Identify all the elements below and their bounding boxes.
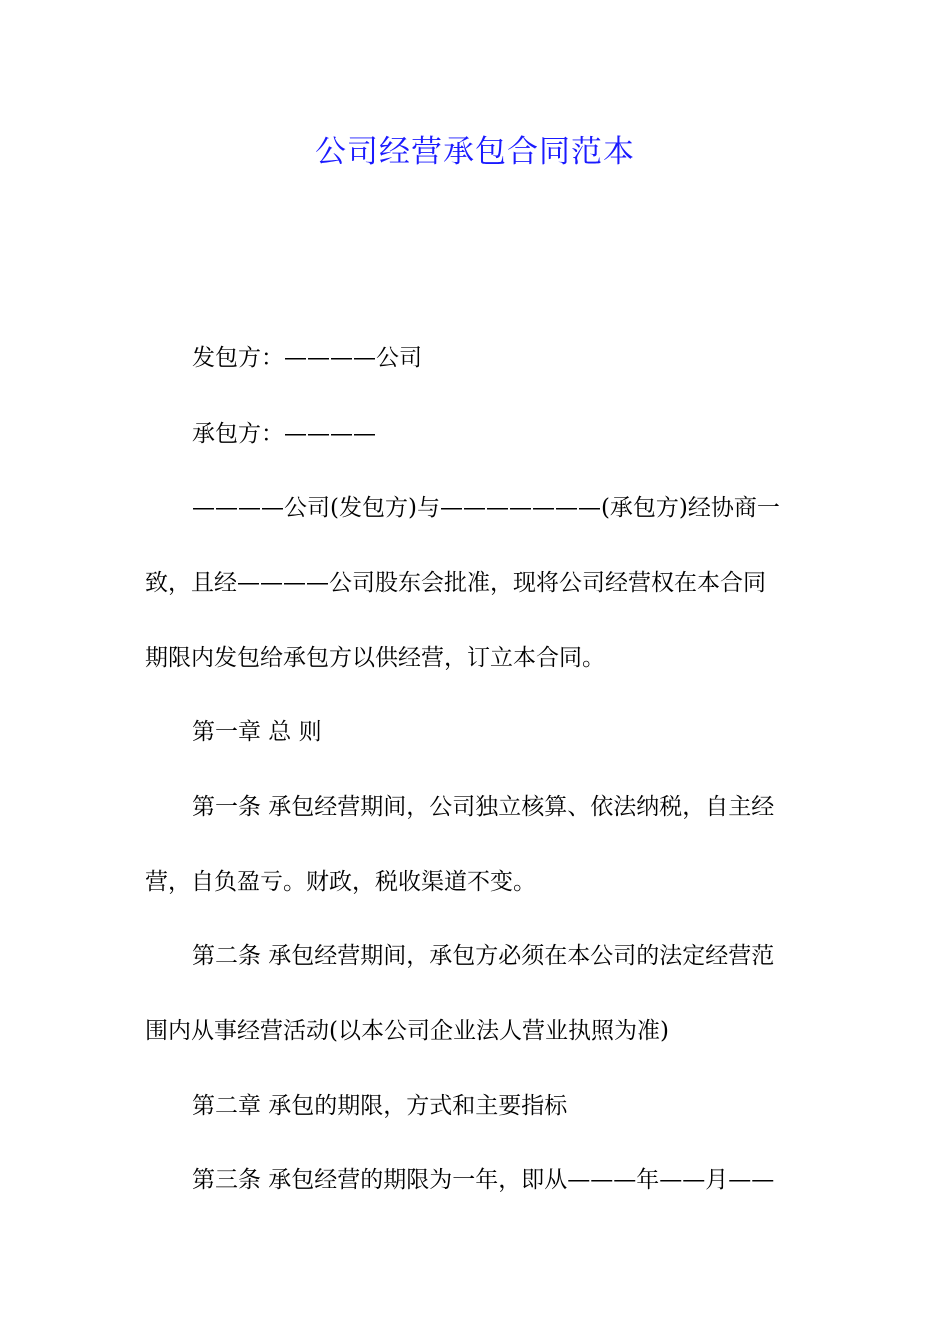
party-b-line: 承包方：———— [192,421,376,447]
chapter-2-heading: 第二章 承包的期限，方式和主要指标 [192,1093,568,1119]
document-title: 公司经营承包合同范本 [315,134,635,170]
chapter-1-heading: 第一章 总 则 [192,719,322,745]
article-3-line-1: 第三条 承包经营的期限为一年，即从———年——月—— [192,1167,775,1193]
article-1-line-2: 营，自负盈亏。财政，税收渠道不变。 [145,869,536,895]
preamble-line-1: ————公司(发包方)与———————(承包方)经协商一 [192,495,780,521]
article-1-line-1: 第一条 承包经营期间，公司独立核算、依法纳税，自主经 [192,794,775,820]
party-a-line: 发包方：————公司 [192,345,422,371]
preamble-line-3: 期限内发包给承包方以供经营，订立本合同。 [145,645,605,671]
article-2-line-2: 围内从事经营活动(以本公司企业法人营业执照为准) [145,1018,669,1044]
article-2-line-1: 第二条 承包经营期间，承包方必须在本公司的法定经营范 [192,943,775,969]
preamble-line-2: 致，且经————公司股东会批准，现将公司经营权在本合同 [145,570,766,596]
